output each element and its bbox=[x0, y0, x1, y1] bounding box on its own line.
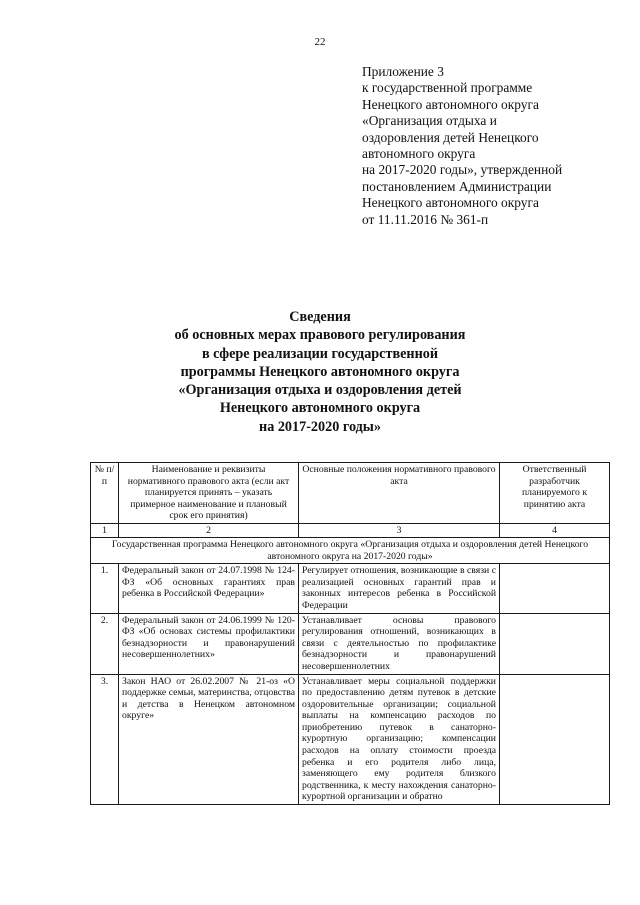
column-number: 1 bbox=[91, 523, 119, 537]
column-number: 2 bbox=[119, 523, 299, 537]
appendix-line: Приложение 3 bbox=[362, 64, 444, 79]
row-number: 1. bbox=[91, 564, 119, 613]
header-cell-act-name: Наименование и реквизиты нормативного правового акта (если акт планируется принять – указать примерное наименование и плановый срок его принятия) bbox=[119, 463, 299, 524]
title-line: Сведения bbox=[289, 309, 351, 325]
row-act-name: Федеральный закон от 24.06.1999 № 120-ФЗ «Об основах системы профилактики безнадзорности и правонарушений несовершеннолетних» bbox=[119, 613, 299, 674]
header-cell-developer: Ответственный разработчик планируемого к принятию акта bbox=[500, 463, 610, 524]
program-row bbox=[91, 537, 610, 563]
row-number: 3. bbox=[91, 674, 119, 805]
appendix-line: Ненецкого автономного округа bbox=[362, 195, 539, 211]
column-number-row bbox=[91, 523, 610, 537]
measures-table bbox=[90, 462, 610, 805]
appendix-line: Ненецкого автономного округа bbox=[362, 96, 539, 112]
page-number: 22 bbox=[314, 36, 326, 48]
title-line: на 2017-2020 годы» bbox=[259, 418, 381, 435]
appendix-line: к государственной программе bbox=[362, 80, 533, 96]
title-line: «Организация отдыха и оздоровления детей bbox=[178, 382, 462, 399]
appendix-block bbox=[362, 64, 632, 228]
row-provisions: Регулирует отношения, возникающие в связи с реализацией основных гарантий прав и законных интересов ребенка в Российской Федерации bbox=[299, 564, 500, 613]
appendix-line: «Организация отдыха и bbox=[362, 113, 497, 129]
table-row bbox=[91, 564, 610, 613]
table-row bbox=[91, 613, 610, 674]
title-line: в сфере реализации государственной bbox=[201, 345, 439, 362]
appendix-line: автономного округа bbox=[362, 146, 476, 162]
row-developer bbox=[500, 674, 610, 805]
row-provisions: Устанавливает меры социальной поддержки по предоставлению детям путевок в детские оздоровительные организации; социальной выплаты на компенсацию расходов по приобретению путевок в санаторно-курортную организацию; компенсации расходов на оплату стоимости проезда ребенка и его родителя либо лица, заменяющего ему родителя близкого родственника, к месту нахождения санаторно-курортной организации и обратно bbox=[299, 674, 500, 805]
title-line: об основных мерах правового регулирования bbox=[174, 327, 466, 344]
row-developer bbox=[500, 564, 610, 613]
title-line: программы Ненецкого автономного округа bbox=[180, 363, 460, 380]
table-row bbox=[91, 674, 610, 805]
row-number: 2. bbox=[91, 613, 119, 674]
row-act-name: Закон НАО от 26.02.2007 № 21-оз «О поддержке семьи, материнства, отцовства и детства в Ненецком автономном округе» bbox=[119, 674, 299, 805]
header-cell-number: № п/п bbox=[91, 463, 119, 524]
row-developer bbox=[500, 613, 610, 674]
column-number: 4 bbox=[500, 523, 610, 537]
document-title bbox=[0, 308, 640, 436]
row-provisions: Устанавливает основы правового регулирования отношений, возникающих в связи с деятельностью по профилактике безнадзорности и правонарушений несовершеннолетних bbox=[299, 613, 500, 674]
row-act-name: Федеральный закон от 24.07.1998 № 124-ФЗ «Об основных гарантиях прав ребенка в Российской Федерации» bbox=[119, 564, 299, 613]
appendix-line: оздоровления детей Ненецкого bbox=[362, 129, 539, 145]
header-cell-provisions: Основные положения нормативного правового акта bbox=[299, 463, 500, 524]
column-number: 3 bbox=[299, 523, 500, 537]
table-header-row bbox=[91, 463, 610, 524]
program-title-cell: Государственная программа Ненецкого автономного округа «Организация отдыха и оздоровления детей Ненецкого автономного округа на 2017-2020 годы» bbox=[91, 537, 610, 563]
appendix-line: от 11.11.2016 № 361-п bbox=[362, 211, 489, 227]
title-line: Ненецкого автономного округа bbox=[219, 400, 421, 417]
appendix-line: на 2017-2020 годы», утвержденной bbox=[362, 162, 563, 178]
appendix-line: постановлением Администрации bbox=[362, 178, 552, 194]
